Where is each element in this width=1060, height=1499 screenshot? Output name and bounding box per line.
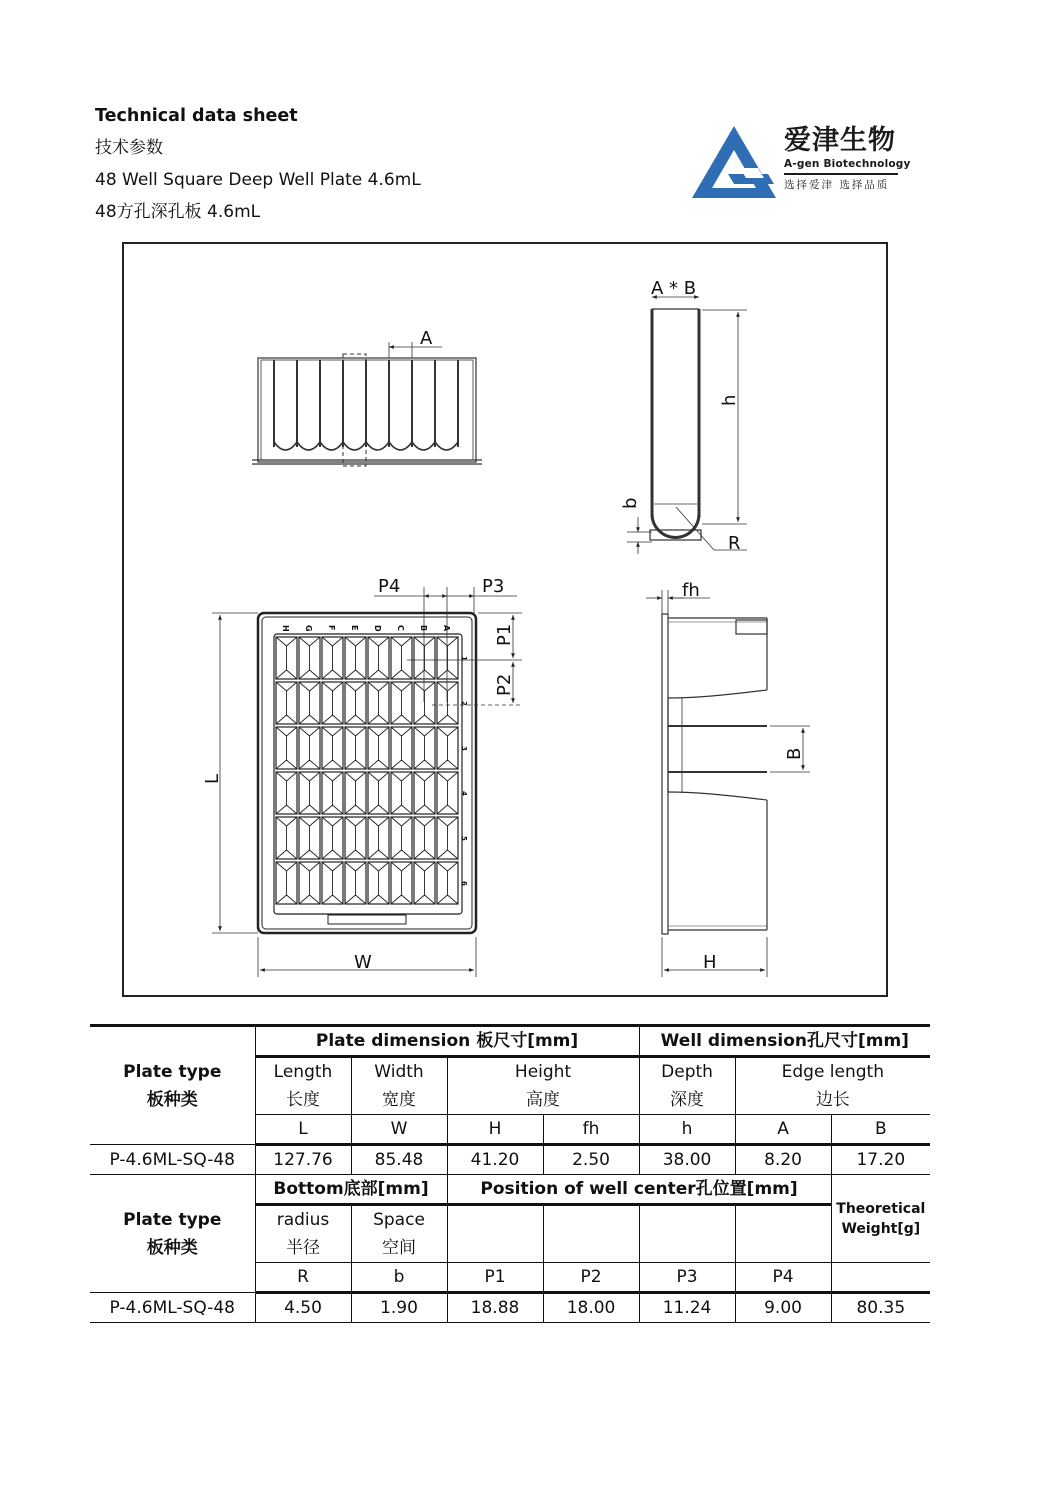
row-label-4: 4 [460, 791, 468, 796]
table-row [90, 1145, 930, 1175]
company-logo [692, 124, 911, 200]
label-A-top: A [420, 328, 433, 349]
plate-side-view [646, 590, 810, 977]
technical-drawing [122, 242, 888, 997]
header-width: Width 宽度 [351, 1057, 447, 1115]
bottom-group: Bottom底部[mm] [255, 1175, 447, 1205]
plate-model: P-4.6ML-SQ-48 [90, 1145, 255, 1175]
header-empty-p2 [543, 1205, 639, 1263]
theoretical-weight-header: Theoretical Weight[g] [831, 1175, 930, 1263]
header-empty-p1 [447, 1205, 543, 1263]
drawing-canvas [124, 244, 890, 999]
plate-type-label-cn: 板种类 [146, 1089, 198, 1110]
plate-type-label-en: Plate type [123, 1061, 222, 1082]
well-dimension-group: Well dimension孔尺寸[mm] [639, 1026, 930, 1057]
symbol-P3: P3 [639, 1263, 735, 1293]
symbol-A: A [735, 1115, 831, 1145]
col-label-B: B [419, 625, 428, 632]
label-B-side: B [784, 747, 805, 760]
plate-type-label-cn: 板种类 [146, 1237, 198, 1258]
value-H: 41.20 [447, 1145, 543, 1175]
row-label-6: 6 [460, 881, 468, 886]
plate-model: P-4.6ML-SQ-48 [90, 1293, 255, 1323]
specification-table [90, 1024, 930, 1323]
product-name-en: 48 Well Square Deep Well Plate 4.6mL [95, 170, 421, 190]
logo-name-cn: 爱津生物 [784, 125, 896, 156]
header-height: Height 高度 [447, 1057, 639, 1115]
header-radius: radius 半径 [255, 1205, 351, 1263]
symbol-fh: fh [543, 1115, 639, 1145]
value-b: 1.90 [351, 1293, 447, 1323]
label-fh: fh [682, 580, 700, 601]
col-label-G: G [304, 625, 313, 632]
label-R: R [728, 533, 741, 554]
label-b: b [620, 497, 641, 509]
document-header [95, 100, 421, 228]
symbol-L: L [255, 1115, 351, 1145]
value-P1: 18.88 [447, 1293, 543, 1323]
row-label-3: 3 [460, 746, 468, 751]
label-P3: P3 [482, 576, 505, 597]
logo-text [784, 124, 911, 192]
plate-dimension-group: Plate dimension 板尺寸[mm] [255, 1026, 639, 1057]
value-P4: 9.00 [735, 1293, 831, 1323]
label-h: h [719, 394, 740, 406]
value-weight: 80.35 [831, 1293, 930, 1323]
col-label-F: F [327, 625, 336, 631]
logo-slogan: 选择爱津 选择品质 [784, 179, 890, 191]
agen-triangle-logo-icon [692, 124, 778, 200]
value-R: 4.50 [255, 1293, 351, 1323]
header-empty-p3 [639, 1205, 735, 1263]
table-row [90, 1293, 930, 1323]
symbol-P4: P4 [735, 1263, 831, 1293]
symbol-b: b [351, 1263, 447, 1293]
col-label-D: D [373, 625, 382, 632]
document-subtitle-cn: 技术参数 [95, 138, 163, 158]
col-label-E: E [350, 625, 359, 631]
logo-name-en: A-gen Biotechnology [784, 158, 911, 170]
col-label-H: H [281, 625, 290, 632]
well-section-view [627, 297, 747, 554]
header-edge-length: Edge length 边长 [735, 1057, 930, 1115]
col-label-A: A [442, 625, 451, 632]
logo-divider [784, 173, 898, 175]
label-P2: P2 [494, 673, 515, 696]
plate-type-header-1 [90, 1026, 255, 1145]
symbol-W: W [351, 1115, 447, 1145]
plate-top-view [212, 587, 522, 977]
plate-front-section-view [252, 342, 482, 466]
plate-type-label-en: Plate type [123, 1209, 222, 1230]
value-fh: 2.50 [543, 1145, 639, 1175]
value-h: 38.00 [639, 1145, 735, 1175]
value-P3: 11.24 [639, 1293, 735, 1323]
product-name-cn: 48方孔深孔板 4.6mL [95, 202, 261, 222]
symbol-R: R [255, 1263, 351, 1293]
plate-type-header-2 [90, 1175, 255, 1293]
label-W: W [354, 952, 372, 973]
position-group: Position of well center孔位置[mm] [447, 1175, 831, 1205]
row-label-5: 5 [460, 836, 468, 841]
document-title: Technical data sheet [95, 106, 298, 126]
value-P2: 18.00 [543, 1293, 639, 1323]
label-L: L [202, 773, 223, 784]
symbol-P2: P2 [543, 1263, 639, 1293]
label-P4: P4 [378, 576, 401, 597]
symbol-h: h [639, 1115, 735, 1145]
value-B: 17.20 [831, 1145, 930, 1175]
header-empty-p4 [735, 1205, 831, 1263]
symbol-B: B [831, 1115, 930, 1145]
label-AxB: A * B [651, 278, 697, 299]
symbol-H: H [447, 1115, 543, 1145]
value-L: 127.76 [255, 1145, 351, 1175]
row-label-1: 1 [460, 656, 468, 661]
header-space: Space 空间 [351, 1205, 447, 1263]
col-label-C: C [396, 625, 405, 631]
symbol-P1: P1 [447, 1263, 543, 1293]
symbol-weight [831, 1263, 930, 1293]
value-W: 85.48 [351, 1145, 447, 1175]
value-A: 8.20 [735, 1145, 831, 1175]
header-depth: Depth 深度 [639, 1057, 735, 1115]
header-length: Length 长度 [255, 1057, 351, 1115]
row-label-2: 2 [460, 701, 468, 706]
label-P1: P1 [494, 623, 515, 646]
label-H: H [703, 952, 717, 973]
